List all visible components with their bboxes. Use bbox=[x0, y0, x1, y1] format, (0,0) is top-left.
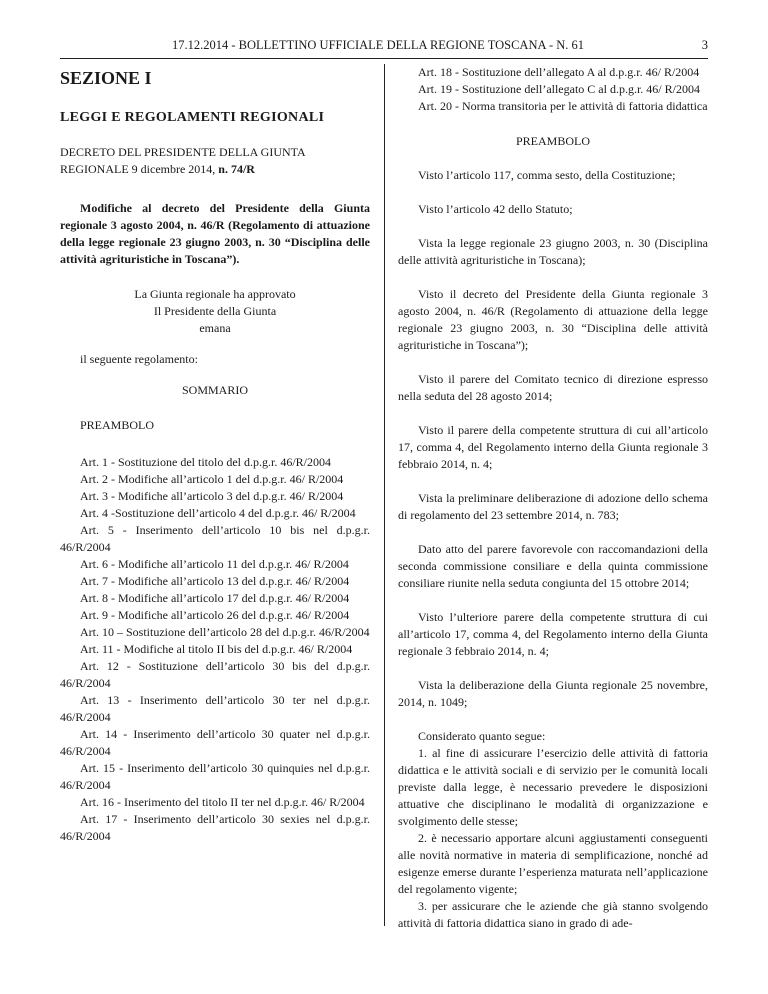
toc-item: Art. 20 - Norma transitoria per le attività di fattoria didattica bbox=[418, 99, 708, 113]
preamble-paragraph: Visto l’articolo 42 dello Statuto; bbox=[418, 202, 573, 216]
toc-item: Art. 16 - Inserimento del titolo II ter nel d.p.g.r. 46/ R/2004 bbox=[80, 795, 365, 809]
running-title: 17.12.2014 - BOLLETTINO UFFICIALE DELLA REGIONE TOSCANA - N. 61 bbox=[172, 38, 585, 52]
preamble-paragraph: Visto il parere della competente struttura di cui all’articolo 17, comma 4, del Regolamento interno della Giunta regionale 3 febbraio 2014, n. 4; bbox=[398, 423, 708, 471]
summary-list-continued bbox=[398, 64, 708, 115]
preamble-paragraph: Visto il decreto del Presidente della Giunta regionale 3 agosto 2004, n. 46/R (Regolamento di attuazione della legge regionale 23 giugno 2003, n. 30 “Disciplina delle attività agrituristiche in Toscana”); bbox=[398, 287, 708, 352]
toc-item: Art. 6 - Modifiche all’articolo 11 del d.p.g.r. 46/ R/2004 bbox=[80, 557, 349, 571]
following-text: il seguente regolamento: bbox=[80, 352, 198, 366]
approved-line-3: emana bbox=[199, 321, 231, 335]
consideration-point: 2. è necessario apportare alcuni aggiustamenti conseguenti alle novità normative in materia di semplificazione, nonché ad esigenze emerse durante l’esperienza maturata nell’applicazione del regolamento vigente; bbox=[398, 831, 708, 896]
page-number: 3 bbox=[701, 38, 708, 52]
consideration-point: 3. per assicurare che le aziende che già stanno svolgendo attività di fattoria didattica siano in grado di ade- bbox=[398, 899, 708, 930]
preamble-paragraph: Visto l’articolo 117, comma sesto, della Costituzione; bbox=[418, 168, 676, 182]
preamble-paragraph: Visto l’ulteriore parere della competente struttura di cui all’articolo 17, comma 4, del Regolamento interno della Giunta regionale 3 febbraio 2014, n. 4; bbox=[398, 610, 708, 658]
running-header bbox=[60, 38, 708, 56]
preamble-paragraph: Vista la legge regionale 23 giugno 2003, n. 30 (Disciplina delle attività agrituristiche in Toscana); bbox=[398, 236, 708, 267]
consideration-point: 1. al fine di assicurare l’esercizio delle attività di fattoria didattica e le attività sociali e di servizio per le comunità locali previste dalla legge, è necessario prevedere le disposizioni attuative che disciplinano le modalità di organizzazione e svolgimento delle stesse; bbox=[398, 746, 708, 828]
toc-item: Art. 15 - Inserimento dell’articolo 30 quinquies nel d.p.g.r. 46/R/2004 bbox=[60, 761, 370, 792]
preamble-paragraph: Visto il parere del Comitato tecnico di direzione espresso nella seduta del 28 agosto 2014; bbox=[398, 372, 708, 403]
toc-item: Art. 13 - Inserimento dell’articolo 30 ter nel d.p.g.r. 46/R/2004 bbox=[60, 693, 370, 724]
preamble-paragraph: Vista la preliminare deliberazione di adozione dello schema di regolamento del 23 settembre 2014, n. 783; bbox=[398, 491, 708, 522]
toc-item: Art. 11 - Modifiche al titolo II bis del d.p.g.r. 46/ R/2004 bbox=[80, 642, 353, 656]
approved-line-2: Il Presidente della Giunta bbox=[153, 304, 277, 318]
approved-line-1: La Giunta regionale ha approvato bbox=[134, 287, 296, 301]
toc-item: Art. 4 -Sostituzione dell’articolo 4 del d.p.g.r. 46/ R/2004 bbox=[80, 506, 356, 520]
decree-number: n. 74/R bbox=[218, 162, 255, 176]
summary-list bbox=[60, 454, 370, 845]
toc-item: Art. 3 - Modifiche all’articolo 3 del d.p.g.r. 46/ R/2004 bbox=[80, 489, 344, 503]
toc-item: Art. 18 - Sostituzione dell’allegato A al d.p.g.r. 46/ R/2004 bbox=[418, 65, 700, 79]
preambolo-heading: PREAMBOLO bbox=[515, 134, 590, 148]
toc-item: Art. 17 - Inserimento dell’articolo 30 sexies nel d.p.g.r. 46/R/2004 bbox=[60, 812, 370, 843]
toc-item: Art. 9 - Modifiche all’articolo 26 del d.p.g.r. 46/ R/2004 bbox=[80, 608, 350, 622]
toc-item: Art. 8 - Modifiche all’articolo 17 del d.p.g.r. 46/ R/2004 bbox=[80, 591, 350, 605]
toc-item: Art. 12 - Sostituzione dell’articolo 30 bis del d.p.g.r. 46/R/2004 bbox=[60, 659, 370, 690]
toc-item: Art. 5 - Inserimento dell’articolo 10 bis nel d.p.g.r. 46/R/2004 bbox=[60, 523, 370, 554]
toc-item: Art. 10 – Sostituzione dell’articolo 28 del d.p.g.r. 46/R/2004 bbox=[80, 625, 370, 639]
preamble-paragraphs bbox=[398, 167, 708, 745]
toc-item: Art. 19 - Sostituzione dell’allegato C al d.p.g.r. 46/ R/2004 bbox=[418, 82, 700, 96]
header-rule bbox=[60, 58, 708, 59]
toc-item: Art. 2 - Modifiche all’articolo 1 del d.p.g.r. 46/ R/2004 bbox=[80, 472, 344, 486]
considerato-heading: Considerato quanto segue: bbox=[418, 729, 546, 743]
column-divider bbox=[384, 64, 385, 926]
right-column bbox=[398, 64, 708, 932]
toc-item: Art. 1 - Sostituzione del titolo del d.p.g.r. 46/R/2004 bbox=[80, 455, 331, 469]
preambolo-toc: PREAMBOLO bbox=[80, 418, 155, 432]
preamble-paragraph: Dato atto del parere favorevole con raccomandazioni della seconda commissione consiliare e della quinta commissione consiliare riunite nella seduta congiunta del 15 ottobre 2014; bbox=[398, 542, 708, 590]
decree-line-1: DECRETO DEL PRESIDENTE DELLA GIUNTA bbox=[60, 145, 306, 159]
toc-item: Art. 7 - Modifiche all’articolo 13 del d.p.g.r. 46/ R/2004 bbox=[80, 574, 350, 588]
decree-title: Modifiche al decreto del Presidente della Giunta regionale 3 agosto 2004, n. 46/R (Regolamento di attuazione della legge regionale 23 giugno 2003, n. 30 “Disciplina delle attività agrituristiche in Toscana”). bbox=[60, 201, 370, 266]
left-column bbox=[60, 64, 370, 845]
toc-item: Art. 14 - Inserimento dell’articolo 30 quater nel d.p.g.r. 46/R/2004 bbox=[60, 727, 370, 758]
section-title: SEZIONE I bbox=[60, 68, 152, 88]
sommario-heading: SOMMARIO bbox=[181, 383, 248, 397]
section-heading: LEGGI E REGOLAMENTI REGIONALI bbox=[60, 110, 325, 125]
decree-line-2: REGIONALE 9 dicembre 2014, bbox=[60, 162, 219, 176]
preamble-paragraph: Vista la deliberazione della Giunta regionale 25 novembre, 2014, n. 1049; bbox=[398, 678, 708, 709]
decree-heading bbox=[60, 144, 370, 178]
